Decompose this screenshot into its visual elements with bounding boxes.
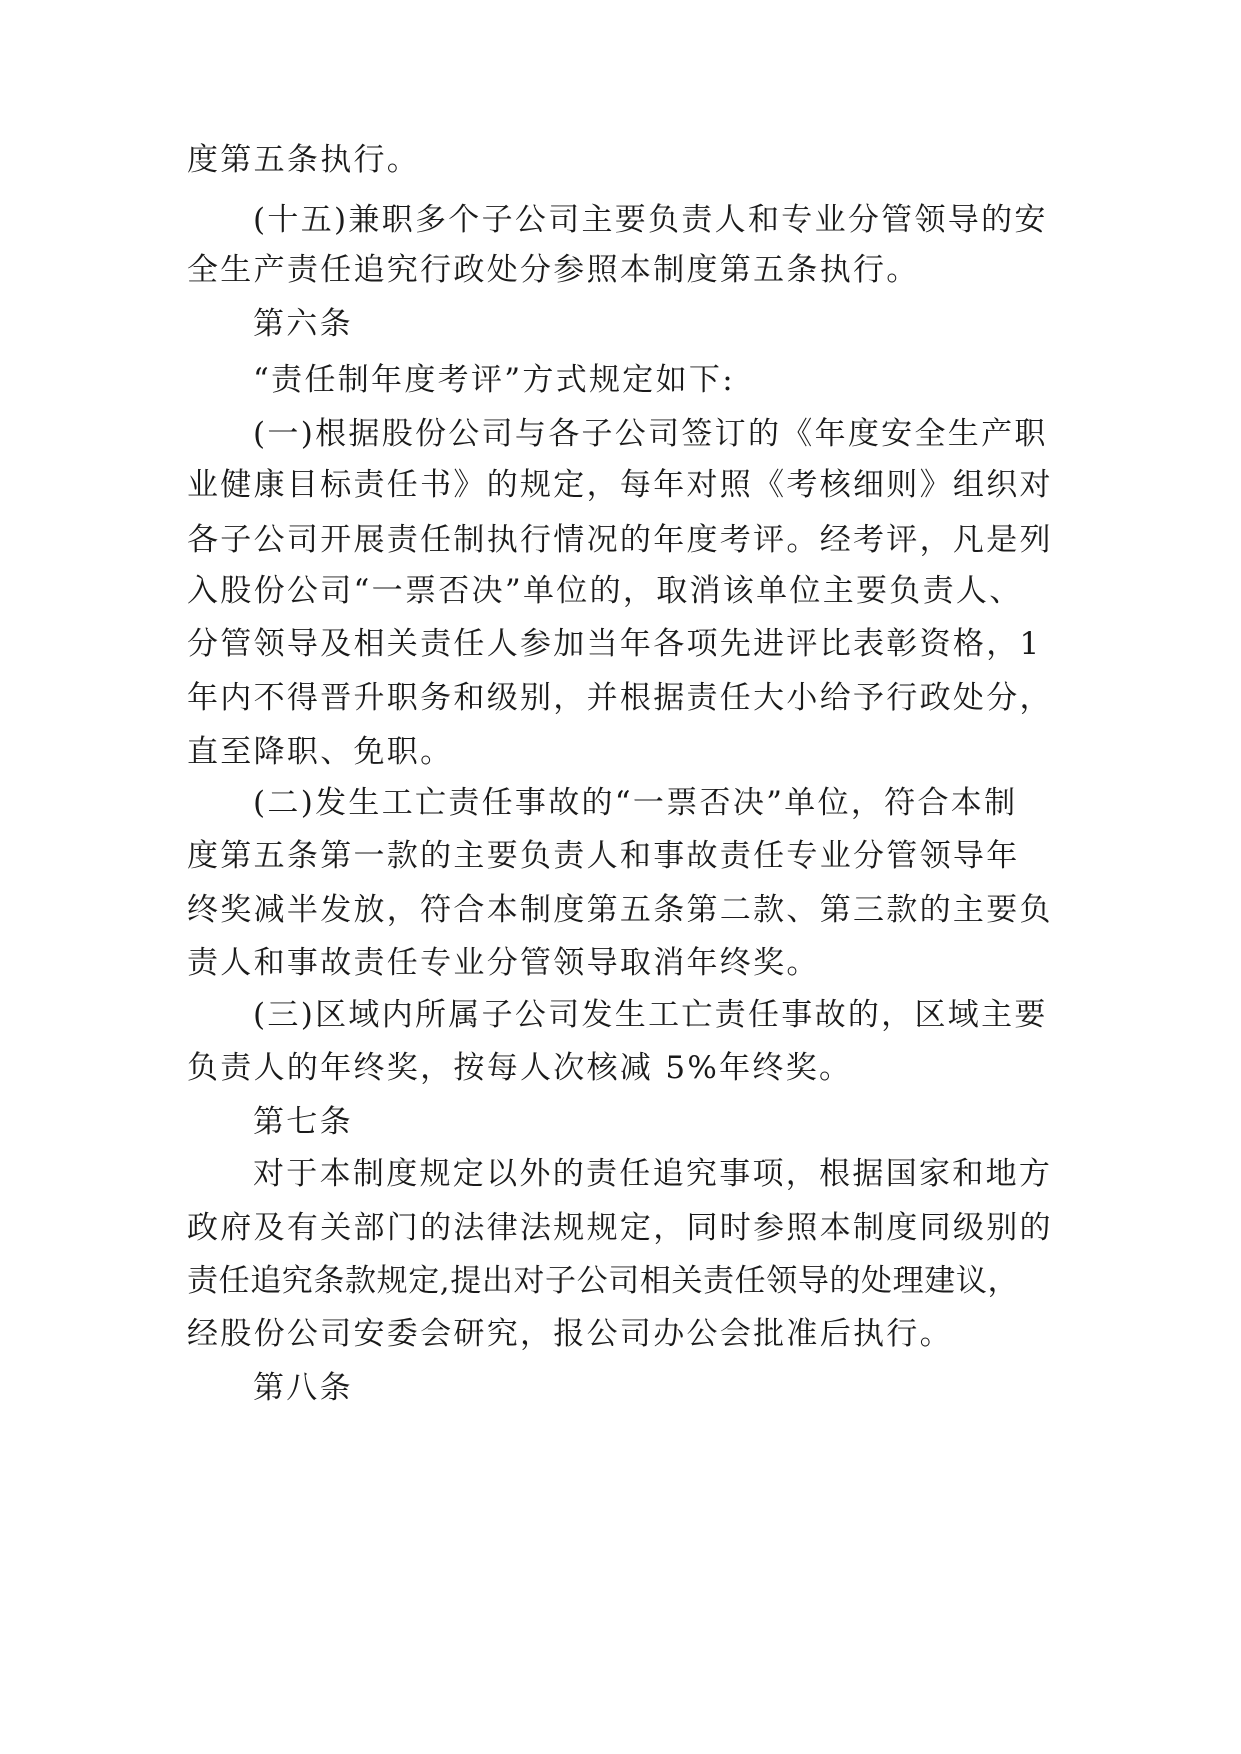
text-line: 业健康目标责任书》的规定，每年对照《考核细则》组织对	[187, 467, 1053, 503]
text-line: 入股份公司“一票否决”单位的，取消该单位主要负责人、	[187, 573, 1023, 609]
text-line: 度第五条第一款的主要负责人和事故责任专业分管领导年	[187, 838, 1020, 874]
text-line: 分管领导及相关责任人参加当年各项先进评比表彰资格，1	[187, 626, 1042, 662]
text-line: 直至降职、免职。	[187, 734, 454, 770]
text-line: “责任制年度考评”方式规定如下:	[253, 362, 735, 398]
text-line: 度第五条执行。	[187, 142, 421, 178]
text-line: 经股份公司安委会研究，报公司办公会批准后执行。	[187, 1316, 953, 1352]
text-line: 全生产责任追究行政处分参照本制度第五条执行。	[187, 252, 920, 288]
text-line: 政府及有关部门的法律法规规定，同时参照本制度同级别的	[187, 1210, 1053, 1246]
article-heading: 第八条	[253, 1370, 353, 1406]
text-line: 负责人的年终奖，按每人次核减 5%年终奖。	[187, 1050, 853, 1086]
text-line: 各子公司开展责任制执行情况的年度考评。经考评，凡是列	[187, 522, 1053, 558]
article-heading: 第六条	[253, 306, 353, 342]
text-line: (二)发生工亡责任事故的“一票否决”单位，符合本制	[253, 785, 1018, 821]
text-line: 对于本制度规定以外的责任追究事项，根据国家和地方	[253, 1156, 1053, 1192]
text-line: 责人和事故责任专业分管领导取消年终奖。	[187, 945, 820, 981]
text-line: 责任追究条款规定,提出对子公司相关责任领导的处理建议，	[187, 1263, 1020, 1299]
text-line: (十五)兼职多个子公司主要负责人和专业分管领导的安	[253, 202, 1048, 238]
text-line: 终奖减半发放，符合本制度第五条第二款、第三款的主要负	[187, 892, 1053, 928]
text-line: 年内不得晋升职务和级别，并根据责任大小给予行政处分，	[187, 680, 1053, 716]
text-line: (三)区域内所属子公司发生工亡责任事故的，区域主要	[253, 997, 1048, 1033]
text-line: (一)根据股份公司与各子公司签订的《年度安全生产职	[253, 416, 1048, 452]
article-heading: 第七条	[253, 1104, 353, 1140]
